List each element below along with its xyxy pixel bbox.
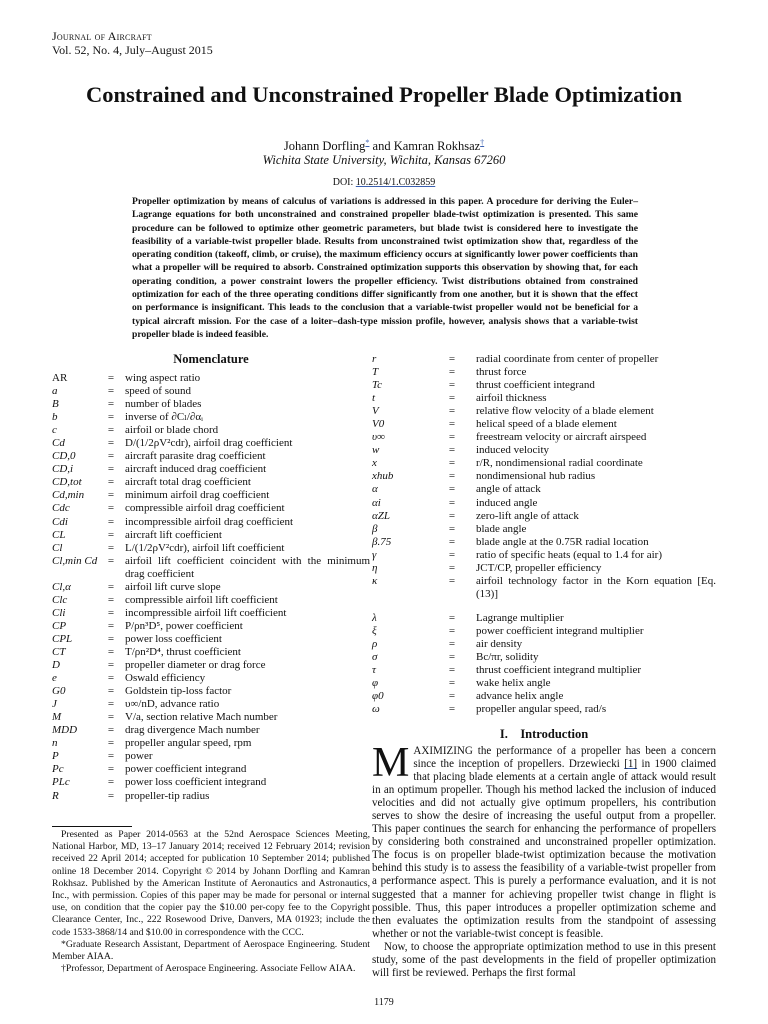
nomenclature-definition: thrust coefficient integrand xyxy=(476,379,595,392)
nomenclature-row xyxy=(52,594,370,607)
nomenclature-symbol: T xyxy=(372,366,379,379)
nomenclature-symbol: M xyxy=(52,711,62,724)
doi-link[interactable]: 10.2514/1.C032859 xyxy=(355,177,436,188)
nomenclature-equals: = xyxy=(448,496,456,509)
nomenclature-definition: advance helix angle xyxy=(476,690,564,703)
nomenclature-equals: = xyxy=(448,561,456,574)
nomenclature-symbol: ξ xyxy=(372,624,377,637)
footnote-author2: †Professor, Department of Aerospace Engineering. Associate Fellow AIAA. xyxy=(61,963,356,975)
nomenclature-symbol: α xyxy=(372,483,378,496)
nomenclature-definition: relative flow velocity of a blade element xyxy=(476,405,654,418)
nomenclature-definition: V/a, section relative Mach number xyxy=(125,711,278,724)
nomenclature-definition: compressible airfoil lift coefficient xyxy=(125,593,278,606)
nomenclature-definition: aircraft induced drag coefficient xyxy=(125,463,267,476)
nomenclature-equals: = xyxy=(448,690,456,703)
introduction-body xyxy=(372,740,716,980)
nomenclature-definition: incompressible airfoil drag coefficient xyxy=(125,515,294,528)
nomenclature-row xyxy=(372,418,716,431)
nomenclature-symbol: r xyxy=(372,353,377,365)
nomenclature-symbol: CP xyxy=(52,619,67,632)
nomenclature-row xyxy=(52,372,370,385)
nomenclature-right-column xyxy=(372,353,716,716)
nomenclature-definition: P/ρn³D⁵, power coefficient xyxy=(125,619,243,632)
nomenclature-row xyxy=(52,633,370,646)
nomenclature-row xyxy=(372,497,716,510)
footnote-presented: Presented as Paper 2014-0563 at the 52nd Aerospace Sciences Meeting, National Harbor, MD, 13–17 January 2014; received 12 February 2014; revision received 22 April 2014; accepted for publication 10 September 2014; published online 18 December 2014. Copyright © 2014 by Johann Dorfling and Kamran Rokhsaz. Published by the American Institute of Aeronautics and Astronautics, Inc., with permission. Copies of this paper may be made for personal or internal use, on condition that the copier pay the $10.00 per-copy fee to the Copyright Clearance Center, Inc., 222 Rosewood Drive, Danvers, MA 01923; include the code 1533-3868/14 and $10.00 in correspondence with the CCC. xyxy=(52,829,370,938)
footnotes xyxy=(52,829,370,975)
intro-text: in 1900 claimed that placing blade elements at a certain angle of attack would result in an optimum propeller. Though his method lacked the inclusion of induced velocities and did not actually give optimum propellers, his contribution serves to show the desire of increasing the useful output from a propeller. This paper continues the search for enhancing the performance of propellers by considering both constrained and unconstrained propeller optimization. The focus is on propeller blade-twist optimization because the motivation behind this study is to assess the feasibility of a variable-twist propeller from a performance aspect. This is purely a performance evaluation, and it is not suggested that a manner for achieving propeller twist change in flight is possible. Thus, this paper introduces a propeller optimization scheme and then evaluates the optimization results from the standpoint of assessing whether or not the variable-twist concept is feasible. xyxy=(372,758,716,940)
nomenclature-symbol: τ xyxy=(372,664,376,677)
nomenclature-definition: speed of sound xyxy=(125,385,191,398)
nomenclature-equals: = xyxy=(107,750,115,763)
nomenclature-symbol: Clc xyxy=(52,593,68,606)
nomenclature-definition: power loss coefficient xyxy=(125,632,222,645)
nomenclature-row xyxy=(52,555,370,581)
nomenclature-definition: induced velocity xyxy=(476,444,550,457)
nomenclature-definition: wing aspect ratio xyxy=(125,372,201,384)
nomenclature-symbol: a xyxy=(52,385,58,398)
nomenclature-symbol: Cdi xyxy=(52,515,68,528)
nomenclature-definition: compressible airfoil drag coefficient xyxy=(125,502,285,515)
nomenclature-row xyxy=(52,398,370,411)
nomenclature-row xyxy=(372,651,716,664)
citation-link[interactable]: [1] xyxy=(624,758,638,771)
nomenclature-symbol: Pc xyxy=(52,763,64,776)
nomenclature-equals: = xyxy=(448,470,456,483)
nomenclature-row xyxy=(52,711,370,724)
page-number: 1179 xyxy=(374,997,394,1008)
nomenclature-spacer xyxy=(372,601,716,612)
nomenclature-row xyxy=(52,385,370,398)
nomenclature-row xyxy=(52,646,370,659)
nomenclature-symbol: υ∞ xyxy=(372,431,385,444)
nomenclature-symbol: R xyxy=(52,789,59,802)
nomenclature-definition: aircraft lift coefficient xyxy=(125,528,222,541)
nomenclature-definition: propeller angular speed, rpm xyxy=(125,737,252,750)
nomenclature-equals: = xyxy=(448,379,456,392)
nomenclature-equals: = xyxy=(448,651,456,664)
nomenclature-symbol: P xyxy=(52,750,59,763)
nomenclature-equals: = xyxy=(448,353,456,365)
footnote-author1: *Graduate Research Assistant, Department of Aerospace Engineering. Student Member AIAA. xyxy=(52,938,370,963)
intro-text: AXIMIZING the performance of a propeller has been a concern since the inception of propellers. Drzewiecki xyxy=(413,745,716,771)
nomenclature-definition: airfoil thickness xyxy=(476,392,547,405)
nomenclature-definition: radial coordinate from center of propeller xyxy=(476,353,659,365)
nomenclature-row xyxy=(52,672,370,685)
nomenclature-equals: = xyxy=(107,645,115,658)
doi-line xyxy=(0,177,768,188)
nomenclature-equals: = xyxy=(107,515,115,528)
nomenclature-equals: = xyxy=(448,444,456,457)
nomenclature-row xyxy=(52,659,370,672)
nomenclature-equals: = xyxy=(448,522,456,535)
author-joiner: and xyxy=(369,139,394,154)
nomenclature-row xyxy=(52,516,370,529)
nomenclature-equals: = xyxy=(107,450,115,463)
nomenclature-definition: airfoil lift coefficient coincident with the minimum drag coefficient xyxy=(125,554,370,580)
nomenclature-definition: Bc/πr, solidity xyxy=(476,651,539,664)
nomenclature-symbol: Cl xyxy=(52,541,63,554)
nomenclature-equals: = xyxy=(448,366,456,379)
nomenclature-row xyxy=(372,549,716,562)
nomenclature-row xyxy=(372,690,716,703)
nomenclature-definition: D/(1/2ρV²cdr), airfoil drag coefficient xyxy=(125,437,293,450)
nomenclature-left-column xyxy=(52,372,370,803)
nomenclature-definition: r/R, nondimensional radial coordinate xyxy=(476,457,643,470)
nomenclature-symbol: η xyxy=(372,561,378,574)
nomenclature-symbol: σ xyxy=(372,651,378,664)
nomenclature-row xyxy=(52,489,370,502)
nomenclature-definition: power coefficient integrand xyxy=(125,763,247,776)
nomenclature-row xyxy=(52,542,370,555)
nomenclature-symbol: c xyxy=(52,424,57,437)
nomenclature-symbol: κ xyxy=(372,574,378,587)
nomenclature-equals: = xyxy=(448,574,456,587)
nomenclature-symbol: V0 xyxy=(372,418,385,431)
nomenclature-symbol: n xyxy=(52,737,58,750)
nomenclature-row xyxy=(372,457,716,470)
nomenclature-symbol: J xyxy=(52,698,57,711)
nomenclature-equals: = xyxy=(107,372,115,384)
nomenclature-row xyxy=(52,437,370,450)
nomenclature-definition: propeller diameter or drag force xyxy=(125,659,266,672)
nomenclature-equals: = xyxy=(448,457,456,470)
nomenclature-equals: = xyxy=(107,411,115,424)
nomenclature-equals: = xyxy=(107,580,115,593)
doi-label: DOI: xyxy=(332,177,356,188)
nomenclature-equals: = xyxy=(107,632,115,645)
nomenclature-equals: = xyxy=(107,437,115,450)
nomenclature-equals: = xyxy=(107,528,115,541)
nomenclature-equals: = xyxy=(107,789,115,802)
nomenclature-row xyxy=(52,750,370,763)
nomenclature-row xyxy=(372,638,716,651)
nomenclature-row xyxy=(372,392,716,405)
nomenclature-row xyxy=(372,431,716,444)
nomenclature-row xyxy=(52,698,370,711)
nomenclature-equals: = xyxy=(107,502,115,515)
nomenclature-symbol: AR xyxy=(52,372,68,384)
nomenclature-symbol: CPL xyxy=(52,632,73,645)
nomenclature-definition: number of blades xyxy=(125,398,202,411)
nomenclature-symbol: Cli xyxy=(52,606,66,619)
nomenclature-definition: inverse of ∂Cₗ/∂αᵢ xyxy=(125,411,203,424)
nomenclature-row xyxy=(372,379,716,392)
nomenclature-row xyxy=(372,562,716,575)
nomenclature-symbol: xhub xyxy=(372,470,394,483)
nomenclature-row xyxy=(52,463,370,476)
nomenclature-row xyxy=(372,664,716,677)
nomenclature-equals: = xyxy=(448,483,456,496)
nomenclature-definition: airfoil or blade chord xyxy=(125,424,219,437)
nomenclature-definition: air density xyxy=(476,637,523,650)
drop-cap: M xyxy=(372,740,410,786)
nomenclature-equals: = xyxy=(448,703,456,716)
section-heading-introduction: I. Introduction xyxy=(499,727,589,741)
nomenclature-row xyxy=(372,523,716,536)
affiliation: Wichita State University, Wichita, Kansas 67260 xyxy=(262,153,506,167)
nomenclature-row xyxy=(52,450,370,463)
nomenclature-equals: = xyxy=(107,606,115,619)
nomenclature-symbol: β.75 xyxy=(372,535,392,548)
nomenclature-definition: Oswald efficiency xyxy=(125,672,206,685)
nomenclature-row xyxy=(52,607,370,620)
nomenclature-definition: power coefficient integrand multiplier xyxy=(476,624,644,637)
nomenclature-row xyxy=(52,581,370,594)
nomenclature-equals: = xyxy=(107,737,115,750)
journal-header xyxy=(52,29,213,57)
nomenclature-row xyxy=(52,411,370,424)
nomenclature-symbol: Cl,α xyxy=(52,580,71,593)
nomenclature-row xyxy=(372,612,716,625)
nomenclature-equals: = xyxy=(107,711,115,724)
nomenclature-equals: = xyxy=(107,776,115,789)
nomenclature-equals: = xyxy=(448,418,456,431)
nomenclature-definition: angle of attack xyxy=(476,483,541,496)
nomenclature-equals: = xyxy=(448,637,456,650)
nomenclature-row xyxy=(372,677,716,690)
nomenclature-definition: drag divergence Mach number xyxy=(125,724,260,737)
paper-title: Constrained and Unconstrained Propeller Blade Optimization xyxy=(85,82,683,107)
nomenclature-row xyxy=(372,536,716,549)
nomenclature-equals: = xyxy=(448,431,456,444)
nomenclature-symbol: αZL xyxy=(372,509,391,522)
nomenclature-equals: = xyxy=(107,724,115,737)
author-line xyxy=(0,138,768,154)
nomenclature-row xyxy=(52,424,370,437)
nomenclature-equals: = xyxy=(107,659,115,672)
nomenclature-equals: = xyxy=(448,392,456,405)
nomenclature-row xyxy=(372,366,716,379)
nomenclature-definition: induced angle xyxy=(476,496,538,509)
nomenclature-symbol: αi xyxy=(372,496,381,509)
nomenclature-row xyxy=(52,685,370,698)
nomenclature-definition: propeller angular speed, rad/s xyxy=(476,703,607,716)
nomenclature-definition: blade angle at the 0.75R radial location xyxy=(476,535,649,548)
nomenclature-definition: thrust coefficient integrand multiplier xyxy=(476,664,642,677)
nomenclature-equals: = xyxy=(107,593,115,606)
nomenclature-equals: = xyxy=(448,664,456,677)
author-name: Kamran Rokhsaz xyxy=(393,139,481,154)
nomenclature-definition: L/(1/2ρV²cdr), airfoil lift coefficient xyxy=(125,541,285,554)
nomenclature-equals: = xyxy=(107,385,115,398)
footnote-divider xyxy=(52,826,132,827)
nomenclature-symbol: D xyxy=(52,659,60,672)
nomenclature-equals: = xyxy=(107,763,115,776)
nomenclature-row xyxy=(52,502,370,515)
nomenclature-row xyxy=(372,510,716,523)
nomenclature-symbol: CD,i xyxy=(52,463,74,476)
nomenclature-definition: aircraft total drag coefficient xyxy=(125,476,251,489)
intro-paragraph xyxy=(372,740,716,941)
nomenclature-definition: ratio of specific heats (equal to 1.4 for air) xyxy=(476,548,663,561)
nomenclature-symbol: γ xyxy=(372,548,377,561)
nomenclature-symbol: MDD xyxy=(52,724,78,737)
nomenclature-symbol: λ xyxy=(372,611,377,624)
nomenclature-row xyxy=(52,529,370,542)
nomenclature-equals: = xyxy=(107,463,115,476)
nomenclature-definition: blade angle xyxy=(476,522,527,535)
nomenclature-row xyxy=(372,575,716,601)
nomenclature-symbol: x xyxy=(372,457,377,470)
nomenclature-symbol: CT xyxy=(52,645,66,658)
nomenclature-row xyxy=(372,470,716,483)
nomenclature-row xyxy=(52,737,370,750)
nomenclature-definition: wake helix angle xyxy=(476,677,551,690)
nomenclature-definition: freestream velocity or aircraft airspeed xyxy=(476,431,647,444)
nomenclature-row xyxy=(372,703,716,716)
nomenclature-symbol: w xyxy=(372,444,380,457)
nomenclature-row xyxy=(372,444,716,457)
nomenclature-definition: helical speed of a blade element xyxy=(476,418,617,431)
nomenclature-symbol: V xyxy=(372,405,379,418)
author-name: Johann Dorfling xyxy=(283,139,366,154)
nomenclature-equals: = xyxy=(107,424,115,437)
nomenclature-row xyxy=(52,763,370,776)
nomenclature-equals: = xyxy=(448,611,456,624)
nomenclature-symbol: b xyxy=(52,411,58,424)
nomenclature-heading: Nomenclature xyxy=(173,352,249,366)
nomenclature-equals: = xyxy=(107,619,115,632)
nomenclature-equals: = xyxy=(107,541,115,554)
nomenclature-definition: propeller-tip radius xyxy=(125,789,210,802)
nomenclature-definition: minimum airfoil drag coefficient xyxy=(125,489,270,502)
nomenclature-row xyxy=(372,483,716,496)
nomenclature-equals: = xyxy=(448,677,456,690)
nomenclature-row xyxy=(52,476,370,489)
nomenclature-equals: = xyxy=(107,489,115,502)
nomenclature-row xyxy=(372,353,716,366)
nomenclature-equals: = xyxy=(107,698,115,711)
nomenclature-equals: = xyxy=(448,405,456,418)
nomenclature-equals: = xyxy=(107,554,115,567)
nomenclature-row xyxy=(52,776,370,789)
nomenclature-symbol: CL xyxy=(52,528,66,541)
nomenclature-symbol: Cl,min Cd xyxy=(52,554,98,567)
nomenclature-symbol: Cd xyxy=(52,437,65,450)
nomenclature-definition: Lagrange multiplier xyxy=(476,611,564,624)
nomenclature-definition: nondimensional hub radius xyxy=(476,470,596,483)
nomenclature-row xyxy=(372,405,716,418)
nomenclature-equals: = xyxy=(107,672,115,685)
nomenclature-symbol: PLc xyxy=(52,776,70,789)
nomenclature-definition: T/ρn²D⁴, thrust coefficient xyxy=(125,645,241,658)
nomenclature-symbol: e xyxy=(52,672,57,685)
nomenclature-symbol: Cdc xyxy=(52,502,70,515)
nomenclature-equals: = xyxy=(448,548,456,561)
nomenclature-symbol: β xyxy=(372,522,378,535)
nomenclature-definition: incompressible airfoil lift coefficient xyxy=(125,606,287,619)
nomenclature-symbol: Tc xyxy=(372,379,382,392)
intro-paragraph: Now, to choose the appropriate optimization method to use in this present study, some of the past developments in the field of propeller optimization will first be reviewed. Perhaps the first formal xyxy=(372,940,716,979)
nomenclature-symbol: φ xyxy=(372,677,379,690)
nomenclature-symbol: t xyxy=(372,392,376,405)
nomenclature-equals: = xyxy=(107,398,115,411)
nomenclature-definition: power loss coefficient integrand xyxy=(125,776,267,789)
nomenclature-definition: thrust force xyxy=(476,366,527,379)
nomenclature-equals: = xyxy=(107,476,115,489)
nomenclature-symbol: G0 xyxy=(52,685,66,698)
footnote-link[interactable]: † xyxy=(480,138,485,147)
nomenclature-symbol: CD,0 xyxy=(52,450,76,463)
footnote-link[interactable]: * xyxy=(365,138,370,147)
nomenclature-row xyxy=(52,790,370,803)
nomenclature-definition: power xyxy=(125,750,153,763)
nomenclature-definition: airfoil technology factor in the Korn equation [Eq. (13)] xyxy=(476,574,716,600)
nomenclature-definition: JCT/CP, propeller efficiency xyxy=(476,561,602,574)
nomenclature-row xyxy=(52,724,370,737)
journal-name: Journal of Aircraft xyxy=(52,29,152,43)
nomenclature-definition: zero-lift angle of attack xyxy=(476,509,579,522)
abstract: Propeller optimization by means of calculus of variations is addressed in this paper. A procedure for deriving the Euler–Lagrange equations for both unconstrained and constrained propeller blade-twist optimization is presented. This same procedure can be followed to optimize other geometric parameters, but blade twist is considered here to investigate the feasibility of a variable-twist propeller blade. Results from unconstrained twist optimization show that, regardless of the operating condition (takeoff, climb, or cruise), the maximum efficiency occurs at significantly lower power coefficients than what a propeller will be required to absorb. Constrained optimization supports this observation by showing that, for each operating condition, a power constraint lowers the propeller efficiency. Twist distributions obtained from constrained optimization for each of the three operating conditions differ significantly from one another, but it is shown that the effect on performance is insignificant. This leads to the conclusion that a variable-twist propeller would not be beneficial for a typical aircraft mission. For the case of a loiter–dash-type mission profile, however, analysis shows that a variable-twist propeller blade is indeed feasible. xyxy=(132,196,638,340)
nomenclature-definition: airfoil lift curve slope xyxy=(125,580,221,593)
nomenclature-definition: υ∞/nD, advance ratio xyxy=(125,698,220,711)
nomenclature-symbol: ρ xyxy=(372,637,378,650)
journal-issue: Vol. 52, No. 4, July–August 2015 xyxy=(52,43,213,57)
nomenclature-row xyxy=(52,620,370,633)
nomenclature-symbol: CD,tot xyxy=(52,476,82,489)
nomenclature-equals: = xyxy=(448,624,456,637)
nomenclature-definition: Goldstein tip-loss factor xyxy=(125,685,232,698)
nomenclature-equals: = xyxy=(448,509,456,522)
nomenclature-symbol: φ0 xyxy=(372,690,384,703)
nomenclature-equals: = xyxy=(448,535,456,548)
nomenclature-definition: aircraft parasite drag coefficient xyxy=(125,450,266,463)
nomenclature-symbol: B xyxy=(52,398,59,411)
nomenclature-equals: = xyxy=(107,685,115,698)
nomenclature-symbol: ω xyxy=(372,703,380,716)
nomenclature-row xyxy=(372,625,716,638)
nomenclature-symbol: Cd,min xyxy=(52,489,85,502)
